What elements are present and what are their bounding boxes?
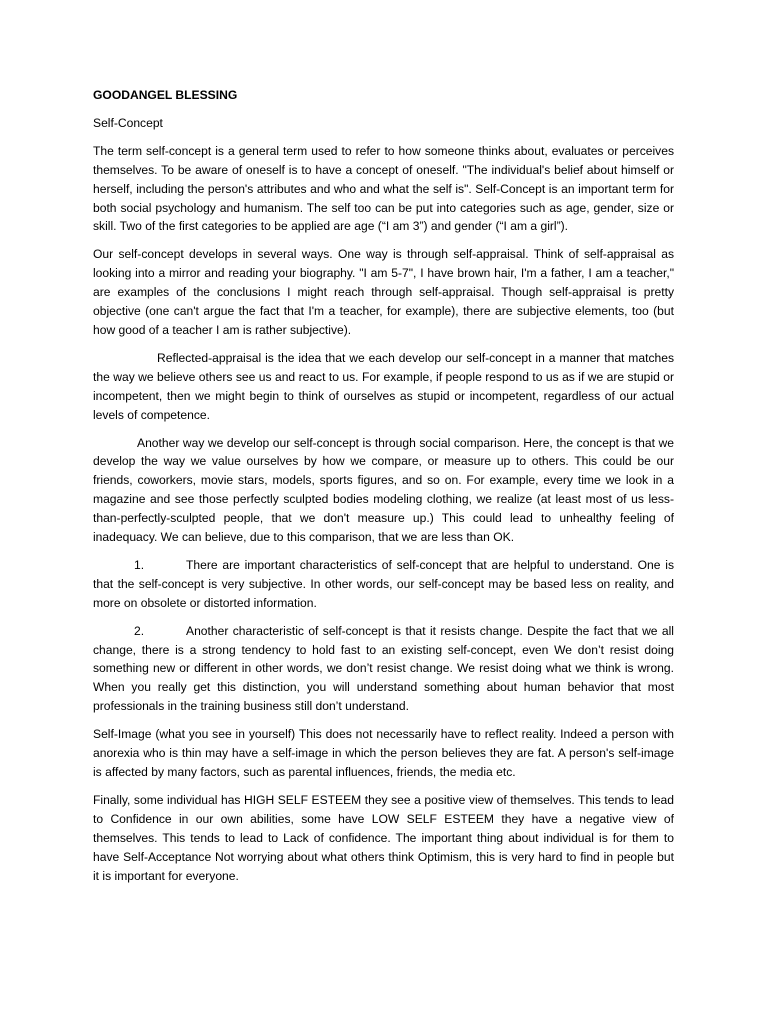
document-title: Self-Concept xyxy=(93,115,163,130)
numbered-item-1 xyxy=(93,556,674,613)
paragraph-reflected-appraisal: Reflected-appraisal is the idea that we each develop our self-concept in a manner that matches the way we believe others see us and react to us. For example, if people respond to us as if we are stupid or incompetent, then we might begin to think of ourselves as stupid or incompetent, regardless of our actual levels of competence. xyxy=(93,350,674,422)
paragraph-social-comparison: Another way we develop our self-concept is through social comparison. Here, the concept is that we develop the way we value ourselves by how we compare, or measure up to others. This could be our friends, coworkers, movie stars, models, sports figures, and so on. For example, every time we look in a magazine and see those perfectly sculpted bodies modeling clothing, we realize (at least most of us less-than-perfectly-sculpted people, that we don't measure up.) This could lead to unhealthy feeling of inadequacy. We can believe, due to this comparison, that we are less than OK. xyxy=(93,435,674,545)
paragraph-self-esteem: Finally, some individual has HIGH SELF ESTEEM they see a positive view of themselves. This tends to lead to Confidence in our own abilities, some have LOW SELF ESTEEM they have a negative view of themselves. This tends to lead to Lack of confidence. The important thing about individual is for them to have Self-Acceptance Not worrying about what others think Optimism, this is very hard to find in people but it is important for everyone. xyxy=(93,792,674,883)
item-text: There are important characteristics of self-concept that are helpful to understand. One is that the self-concept is very subjective. In other words, our self-concept may be based less on reality, and more on obsolete or distorted information. xyxy=(93,557,674,610)
item-text: Another characteristic of self-concept is that it resists change. Despite the fact that we all change, there is a strong tendency to hold fast to an existing self-concept, even We don’t resist doing something new or different in other words, we don’t resist change. We resist doing what we think is wrong. When you really get this distinction, you will understand something about human behavior that most professionals in the training business still don’t understand. xyxy=(93,623,674,714)
numbered-item-2 xyxy=(93,622,674,717)
paragraph-self-appraisal: Our self-concept develops in several ways. One way is through self-appraisal. Think of self-appraisal as looking into a mirror and reading your biography. "I am 5-7", I have brown hair, I'm a father, I am a teacher," are examples of the conclusions I might reach through self-appraisal. Though self-appraisal is pretty objective (one can't argue the fact that I'm a teacher, for example), there are subjective elements, too (but how good of a teacher I am is rather subjective). xyxy=(93,247,674,337)
item-number: 1. xyxy=(134,557,145,572)
paragraph-self-image: Self-Image (what you see in yourself) This does not necessarily have to reflect reality. Indeed a person with anorexia who is thin may have a self-image in which the person believes they are fat. A person's self-image is affected by many factors, such as parental influences, friends, the media etc. xyxy=(93,727,674,779)
item-number: 2. xyxy=(134,623,145,638)
paragraph-definition: The term self-concept is a general term used to refer to how someone thinks about, evaluates or perceives themselves. To be aware of oneself is to have a concept of oneself. "The individual's belief about himself or herself, including the person's attributes and who and what the self is". Self-Concept is an important term for both social psychology and humanism. The self too can be put into categories such as age, gender, size or skill. Two of the first categories to be applied are age (“I am 3”) and gender (“I am a girl”). xyxy=(93,143,674,234)
document-body xyxy=(93,86,674,894)
author-name: GOODANGEL BLESSING xyxy=(93,88,238,102)
